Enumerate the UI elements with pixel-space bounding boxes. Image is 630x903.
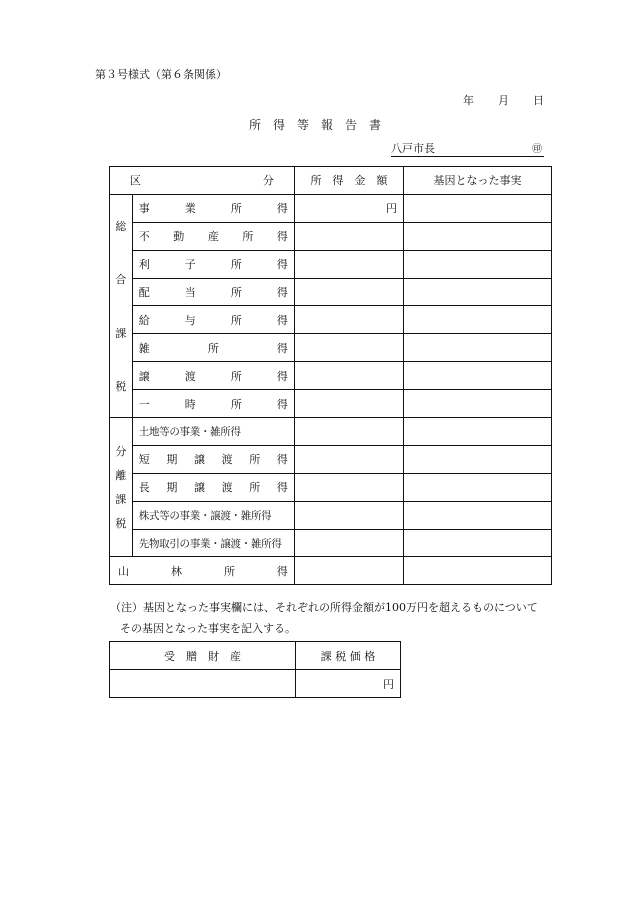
income-type-label: 長 期 譲 渡 所 得	[132, 473, 294, 501]
amount-cell[interactable]	[294, 334, 403, 362]
income-row	[110, 278, 552, 306]
reason-cell[interactable]	[403, 278, 551, 306]
income-row	[110, 362, 552, 390]
income-type-label: 先物取引の事業・譲渡・雑所得	[132, 529, 294, 557]
row-forest-income	[110, 557, 295, 585]
income-row	[110, 194, 552, 222]
amount-cell[interactable]	[294, 390, 403, 418]
reason-cell[interactable]	[403, 306, 551, 334]
income-type-label: 利 子 所 得	[132, 250, 294, 278]
income-type-label: 譲 渡 所 得	[132, 362, 294, 390]
taxable-value-cell[interactable]: 円	[296, 670, 401, 698]
income-type-label: 株式等の事業・譲渡・雑所得	[132, 501, 294, 529]
amount-cell[interactable]	[294, 557, 403, 585]
reason-cell[interactable]	[403, 473, 551, 501]
reason-cell[interactable]	[403, 501, 551, 529]
amount-cell[interactable]	[294, 473, 403, 501]
amount-cell[interactable]	[294, 250, 403, 278]
reason-cell[interactable]	[403, 194, 551, 222]
income-row	[110, 334, 552, 362]
reason-cell[interactable]	[403, 250, 551, 278]
addressee-name: 八戸市長	[391, 142, 435, 155]
income-row	[110, 418, 552, 446]
seal-mark: ㊞	[532, 144, 542, 155]
reason-cell[interactable]	[403, 529, 551, 557]
gift-property-cell[interactable]	[110, 670, 296, 698]
reason-cell[interactable]	[403, 390, 551, 418]
amount-cell[interactable]	[294, 306, 403, 334]
income-type-label: 給 与 所 得	[132, 306, 294, 334]
note-line-2: その基因となった事実を記入する。	[120, 622, 296, 635]
amount-cell[interactable]	[294, 501, 403, 529]
note-line-1: （注）基因となった事実欄には、それぞれの所得金額が100万円を超えるものについて	[110, 601, 538, 614]
amount-cell[interactable]	[294, 529, 403, 557]
forest-label: 山 林 所 得	[118, 564, 288, 578]
income-row	[110, 473, 552, 501]
separate-tax-label: 分 離 課 税	[110, 418, 133, 557]
income-type-label: 不 動 産 所 得	[132, 222, 294, 250]
addressee	[391, 140, 544, 157]
header-taxable-value: 課 税 価 格	[296, 642, 401, 670]
form-number: 第３号様式（第６条関係）	[95, 68, 227, 81]
amount-cell[interactable]	[294, 445, 403, 473]
income-row	[110, 390, 552, 418]
header-amount: 所 得 金 額	[294, 167, 403, 195]
income-type-label: 配 当 所 得	[132, 278, 294, 306]
income-row	[110, 306, 552, 334]
income-type-label: 事 業 所 得	[132, 194, 294, 222]
income-type-label: 土地等の事業・雑所得	[132, 418, 294, 446]
note	[110, 597, 538, 639]
income-row	[110, 250, 552, 278]
general-tax-label: 総 合 課 税	[110, 194, 133, 417]
income-row	[110, 529, 552, 557]
reason-cell[interactable]	[403, 334, 551, 362]
header-category: 区 分	[110, 167, 295, 195]
amount-cell[interactable]	[294, 418, 403, 446]
amount-cell[interactable]: 円	[294, 194, 403, 222]
gift-table	[109, 641, 401, 698]
income-type-label: 一 時 所 得	[132, 390, 294, 418]
income-type-label: 短 期 譲 渡 所 得	[132, 445, 294, 473]
income-type-label: 雑 所 得	[132, 334, 294, 362]
header-gift-property: 受 贈 財 産	[110, 642, 296, 670]
amount-cell[interactable]	[294, 362, 403, 390]
reason-cell[interactable]	[403, 557, 551, 585]
reason-cell[interactable]	[403, 362, 551, 390]
date-month: 月	[498, 94, 509, 107]
header-reason: 基因となった事実	[403, 167, 551, 195]
income-row	[110, 222, 552, 250]
income-row	[110, 501, 552, 529]
date-year: 年	[463, 94, 474, 107]
amount-cell[interactable]	[294, 222, 403, 250]
income-table	[109, 166, 552, 585]
income-row	[110, 445, 552, 473]
date-day: 日	[533, 94, 544, 107]
amount-cell[interactable]	[294, 278, 403, 306]
reason-cell[interactable]	[403, 418, 551, 446]
document-title: 所 得 等 報 告 書	[248, 118, 381, 132]
reason-cell[interactable]	[403, 445, 551, 473]
reason-cell[interactable]	[403, 222, 551, 250]
